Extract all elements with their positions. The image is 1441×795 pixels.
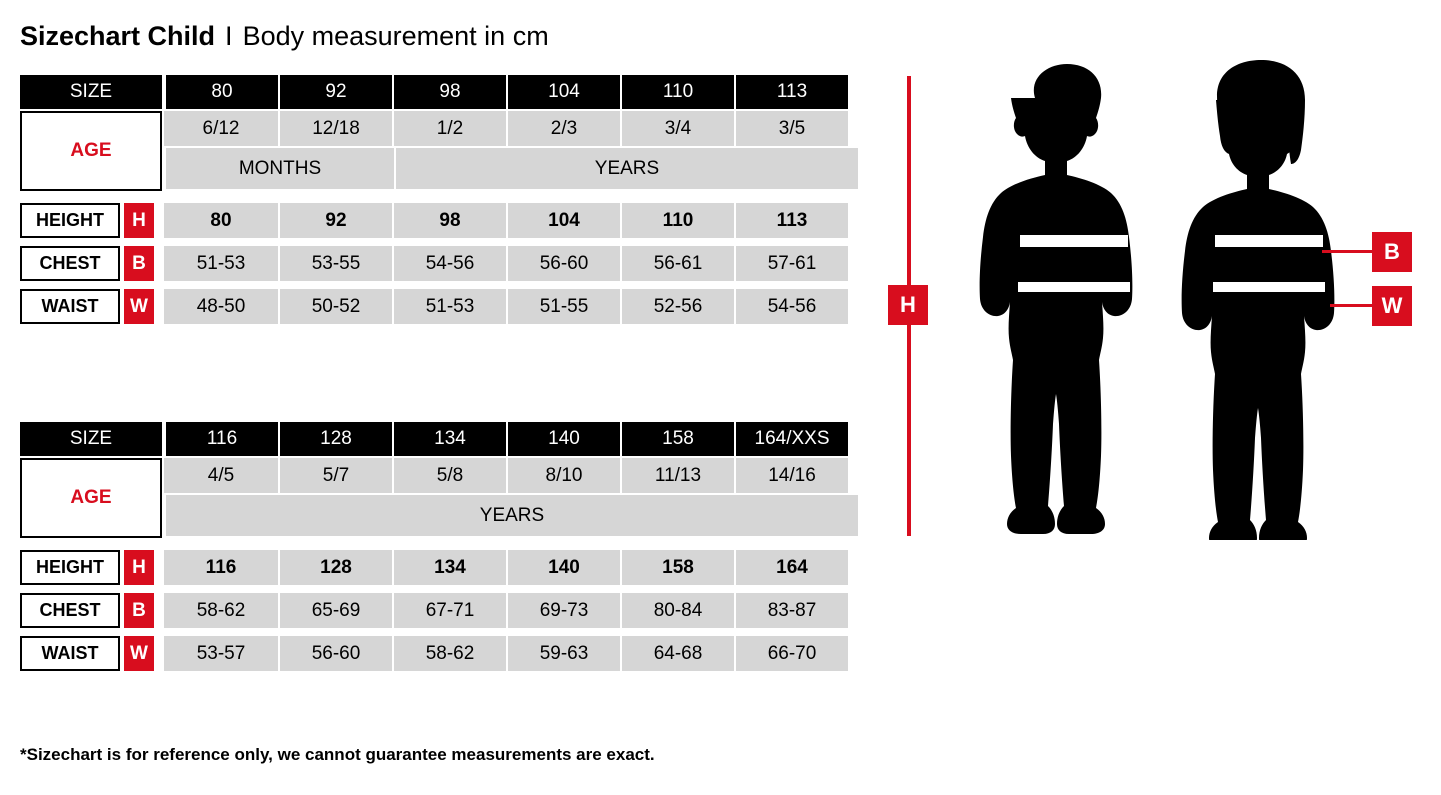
age-value: 8/10 [506, 458, 620, 493]
chest-value: 69-73 [506, 593, 620, 628]
height-tag: H [124, 550, 154, 585]
table-chest-row [20, 246, 866, 281]
height-value: 116 [164, 550, 278, 585]
table-age-section [20, 111, 866, 191]
height-value: 140 [506, 550, 620, 585]
page-title-bold: Sizechart Child [20, 21, 216, 51]
age-values-row [164, 111, 858, 146]
waist-label: WAIST [20, 289, 120, 324]
waist-leader-line [1330, 304, 1374, 307]
waist-value: 54-56 [734, 289, 848, 324]
chest-value: 51-53 [164, 246, 278, 281]
girl-silhouette-icon [1182, 60, 1335, 540]
chest-label: CHEST [20, 246, 120, 281]
age-label: AGE [20, 458, 162, 538]
title-separator: I [225, 21, 233, 51]
header-size-value: 134 [392, 422, 506, 456]
waist-value: 58-62 [392, 636, 506, 671]
age-unit-years: YEARS [164, 495, 858, 536]
age-unit-years: YEARS [394, 148, 858, 189]
child-silhouettes-icon [940, 60, 1360, 540]
chest-value: 65-69 [278, 593, 392, 628]
body-measurement-figure [880, 60, 1420, 560]
age-value: 14/16 [734, 458, 848, 493]
chest-tag: B [124, 593, 154, 628]
header-size-value: 164/XXS [734, 422, 848, 456]
age-values-row [164, 458, 858, 493]
table-waist-row [20, 289, 866, 324]
header-size-value: 113 [734, 75, 848, 109]
age-value: 12/18 [278, 111, 392, 146]
table-waist-row [20, 636, 866, 671]
height-value: 113 [734, 203, 848, 238]
size-table-small [20, 75, 866, 324]
age-label: AGE [20, 111, 162, 191]
header-size-value: 110 [620, 75, 734, 109]
table-height-row [20, 550, 866, 585]
chest-value: 80-84 [620, 593, 734, 628]
footnote: *Sizechart is for reference only, we cannot guarantee measurements are exact. [20, 745, 655, 764]
chest-value: 56-60 [506, 246, 620, 281]
table-chest-row [20, 593, 866, 628]
waist-value: 56-60 [278, 636, 392, 671]
age-value: 3/4 [620, 111, 734, 146]
waist-value: 59-63 [506, 636, 620, 671]
height-value: 92 [278, 203, 392, 238]
age-unit-row [164, 148, 858, 189]
waist-value: 51-55 [506, 289, 620, 324]
header-size-value: 92 [278, 75, 392, 109]
age-unit-row [164, 495, 858, 536]
chest-label: CHEST [20, 593, 120, 628]
waist-tag: W [124, 636, 154, 671]
height-value: 110 [620, 203, 734, 238]
waist-tag-figure: W [1372, 286, 1412, 326]
chest-value: 56-61 [620, 246, 734, 281]
height-label: HEIGHT [20, 550, 120, 585]
waist-value: 50-52 [278, 289, 392, 324]
waist-tag: W [124, 289, 154, 324]
chest-value: 58-62 [164, 593, 278, 628]
waist-value: 64-68 [620, 636, 734, 671]
header-size-label: SIZE [20, 75, 162, 109]
waist-value: 48-50 [164, 289, 278, 324]
height-value: 98 [392, 203, 506, 238]
waist-value: 53-57 [164, 636, 278, 671]
header-size-value: 158 [620, 422, 734, 456]
height-label: HEIGHT [20, 203, 120, 238]
chest-value: 57-61 [734, 246, 848, 281]
header-size-value: 128 [278, 422, 392, 456]
age-value: 6/12 [164, 111, 278, 146]
height-value: 80 [164, 203, 278, 238]
chest-value: 83-87 [734, 593, 848, 628]
page-title-subtitle: Body measurement in cm [242, 21, 549, 51]
boy-silhouette-icon [980, 64, 1133, 534]
chest-value: 54-56 [392, 246, 506, 281]
age-unit-months: MONTHS [164, 148, 394, 189]
page-title [20, 20, 549, 52]
table-header-row [20, 75, 866, 109]
table-age-section [20, 458, 866, 538]
header-size-value: 98 [392, 75, 506, 109]
age-value: 5/8 [392, 458, 506, 493]
height-value: 164 [734, 550, 848, 585]
height-value: 158 [620, 550, 734, 585]
waist-value: 52-56 [620, 289, 734, 324]
age-value: 5/7 [278, 458, 392, 493]
chest-tag-figure: B [1372, 232, 1412, 272]
age-value: 11/13 [620, 458, 734, 493]
header-size-value: 80 [164, 75, 278, 109]
size-table-large [20, 422, 866, 671]
header-size-value: 104 [506, 75, 620, 109]
header-size-value: 140 [506, 422, 620, 456]
height-value: 134 [392, 550, 506, 585]
height-value: 104 [506, 203, 620, 238]
waist-label: WAIST [20, 636, 120, 671]
age-value: 4/5 [164, 458, 278, 493]
chest-value: 67-71 [392, 593, 506, 628]
table-height-row [20, 203, 866, 238]
table-header-row [20, 422, 866, 456]
header-size-label: SIZE [20, 422, 162, 456]
header-size-value: 116 [164, 422, 278, 456]
height-value: 128 [278, 550, 392, 585]
age-value: 2/3 [506, 111, 620, 146]
height-tag: H [124, 203, 154, 238]
chest-tag: B [124, 246, 154, 281]
waist-value: 51-53 [392, 289, 506, 324]
chest-value: 53-55 [278, 246, 392, 281]
waist-value: 66-70 [734, 636, 848, 671]
height-tag-figure: H [888, 285, 928, 325]
age-value: 1/2 [392, 111, 506, 146]
chest-leader-line [1322, 250, 1374, 253]
age-value: 3/5 [734, 111, 848, 146]
